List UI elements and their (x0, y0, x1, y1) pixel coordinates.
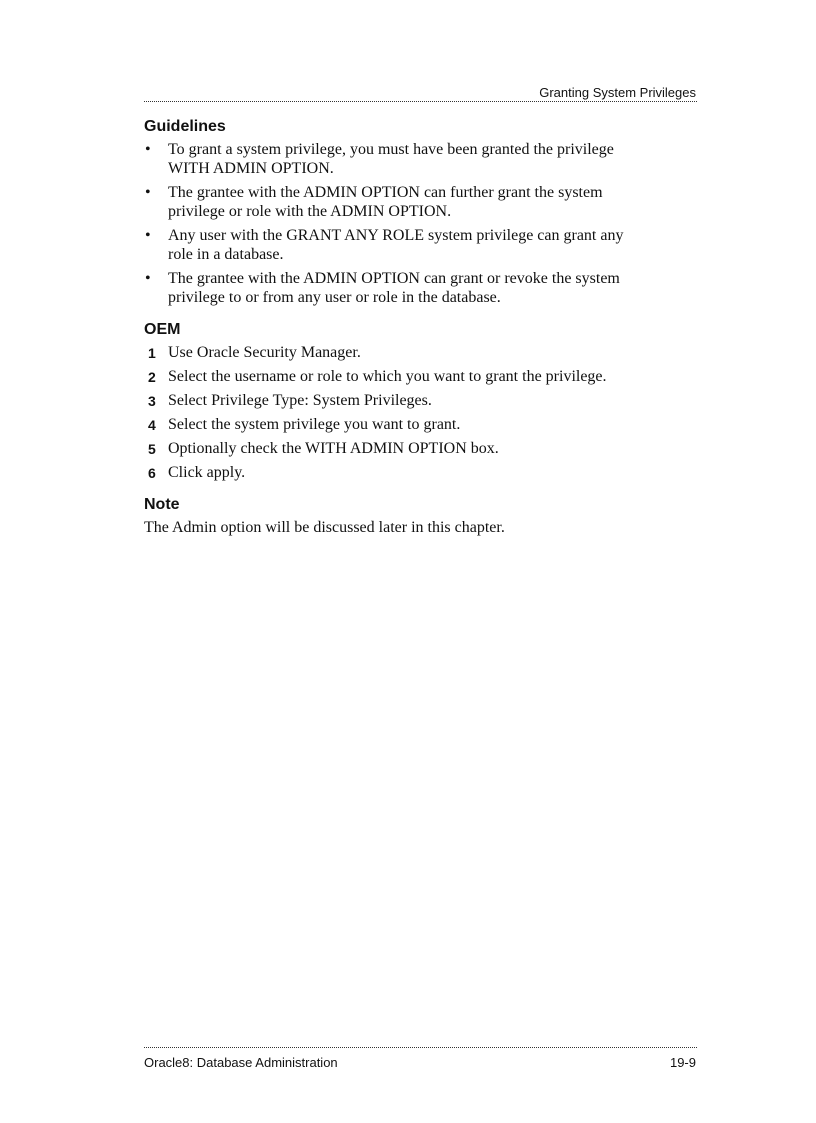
step-number: 2 (148, 369, 156, 385)
oem-steps-list (144, 343, 704, 482)
step-text: Select the username or role to which you want to grant the privilege. (168, 368, 607, 385)
footer-book-title: Oracle8: Database Administration (144, 1055, 338, 1070)
bullet-icon: • (145, 184, 151, 201)
list-item (144, 140, 648, 178)
step-text: Use Oracle Security Manager. (168, 344, 361, 361)
guidelines-section (144, 118, 704, 307)
step-number: 1 (148, 345, 156, 361)
list-item (144, 226, 648, 264)
step-text: Click apply. (168, 464, 246, 481)
guidelines-heading: Guidelines (144, 118, 226, 135)
step-number: 4 (148, 417, 156, 433)
step-item (144, 367, 704, 386)
page-content (144, 118, 704, 551)
bullet-icon: • (145, 270, 151, 287)
step-item (144, 415, 704, 434)
list-item-text: To grant a system privilege, you must have been granted the privilege WITH ADMIN OPTION. (168, 141, 614, 177)
oem-section (144, 321, 704, 482)
note-section (144, 496, 704, 537)
header-divider (144, 101, 697, 102)
list-item-text: The grantee with the ADMIN OPTION can grant or revoke the system privilege to or from any user or role in the database. (168, 270, 620, 306)
note-text: The Admin option will be discussed later in this chapter. (144, 519, 505, 536)
list-item (144, 183, 648, 221)
running-header-title: Granting System Privileges (539, 85, 696, 100)
step-item (144, 463, 704, 482)
bullet-icon: • (145, 227, 151, 244)
step-text: Select the system privilege you want to grant. (168, 416, 461, 433)
bullet-icon: • (145, 141, 151, 158)
footer-divider (144, 1047, 697, 1048)
step-item (144, 439, 704, 458)
list-item-text: Any user with the GRANT ANY ROLE system privilege can grant any role in a database. (168, 227, 624, 263)
list-item-text: The grantee with the ADMIN OPTION can further grant the system privilege or role with the ADMIN OPTION. (168, 184, 603, 220)
note-heading: Note (144, 496, 180, 513)
step-number: 3 (148, 393, 156, 409)
step-item (144, 343, 704, 362)
oem-heading: OEM (144, 321, 181, 338)
step-item (144, 391, 704, 410)
footer-page-number: 19-9 (669, 1055, 696, 1070)
step-text: Optionally check the WITH ADMIN OPTION box. (168, 440, 499, 457)
list-item (144, 269, 648, 307)
guidelines-list (144, 140, 704, 307)
step-number: 6 (148, 465, 156, 481)
step-text: Select Privilege Type: System Privileges. (168, 392, 432, 409)
step-number: 5 (148, 441, 156, 457)
